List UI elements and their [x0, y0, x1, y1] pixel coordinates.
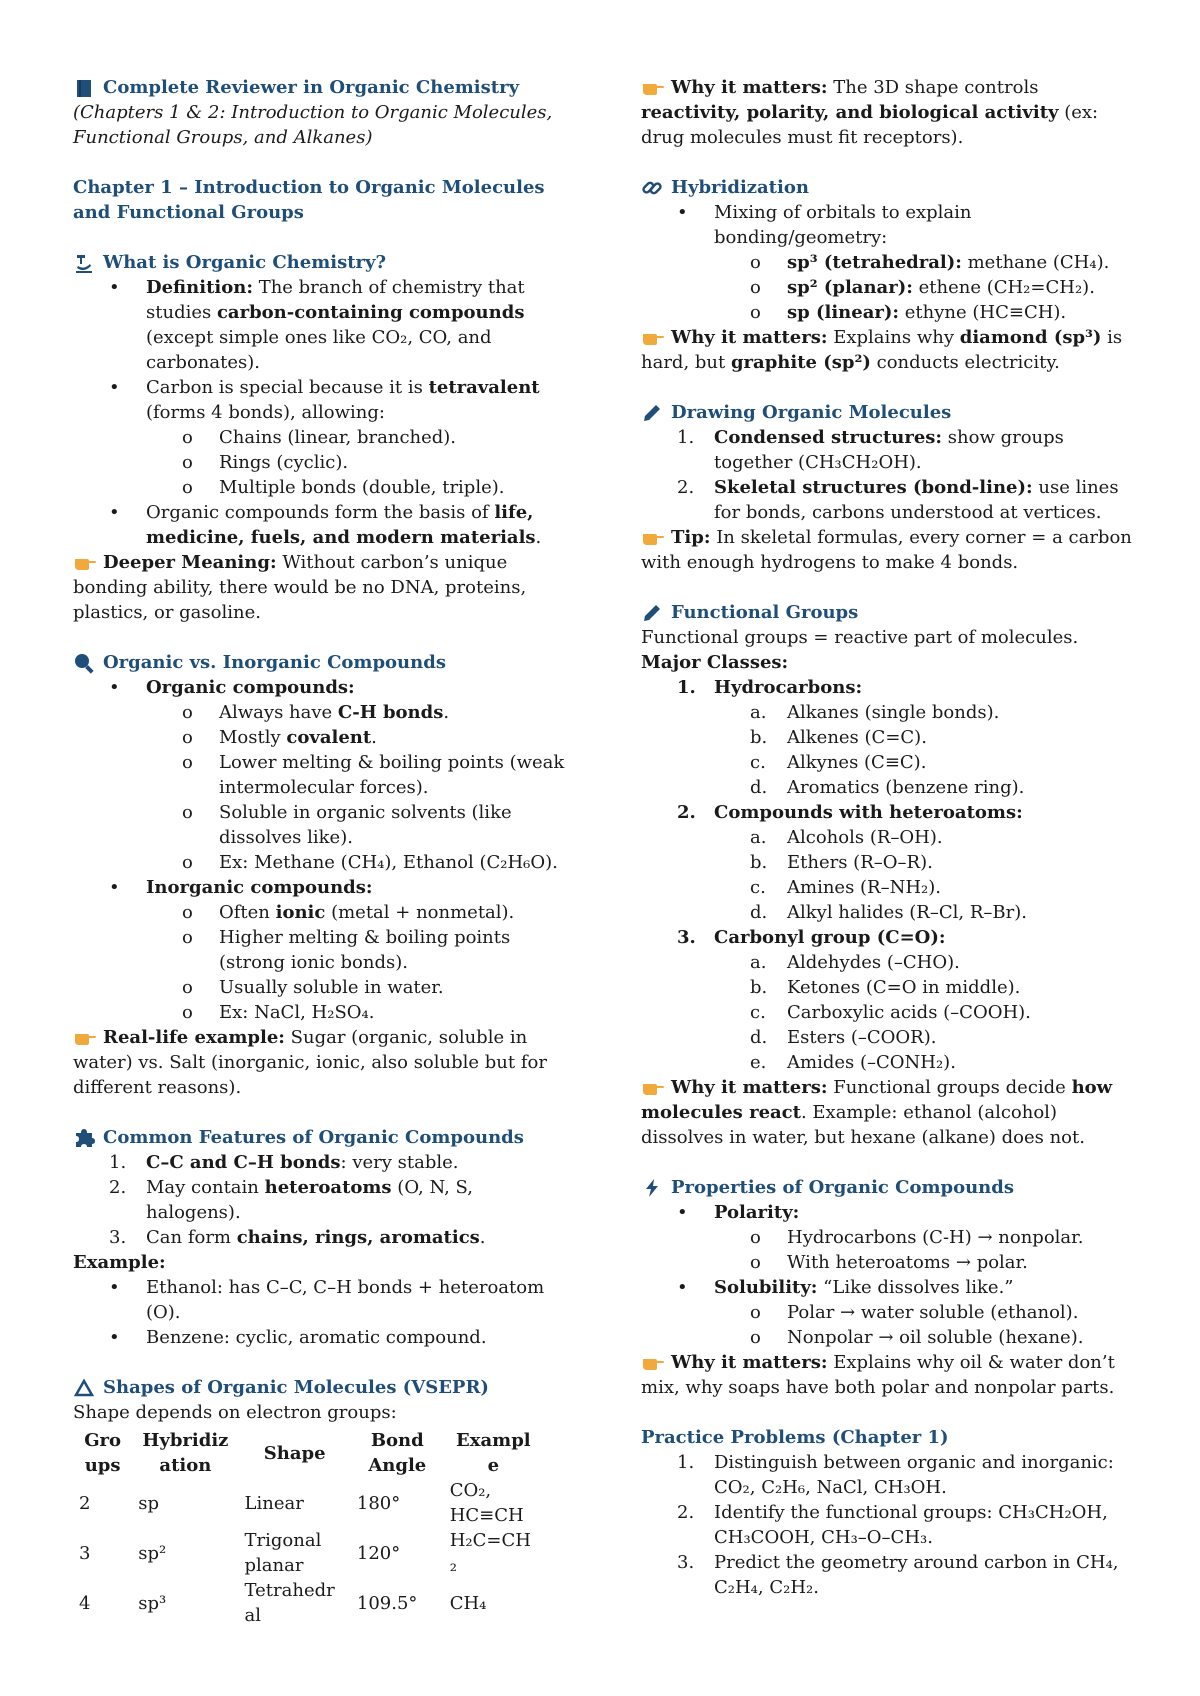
properties-list	[641, 1200, 1141, 1350]
pointing-hand-icon	[641, 1351, 665, 1371]
pencil-icon	[641, 402, 663, 424]
pointing-hand-icon	[73, 1026, 97, 1046]
section-heading-what-is: What is Organic Chemistry?	[73, 250, 573, 275]
list-item: a. Aldehydes (–CHO).	[750, 952, 960, 973]
list-item: 3. Carbonyl group (C=O):	[677, 927, 946, 948]
list-item: b. Ketones (C=O in middle).	[750, 977, 1021, 998]
pointing-hand-icon	[73, 551, 97, 571]
list-item: o sp (linear): ethyne (HC≡CH).	[750, 302, 1067, 323]
list-item: d. Aromatics (benzene ring).	[750, 777, 1025, 798]
functional-why-note: Why it matters: Functional groups decide how molecules react. Example: ethanol (alcohol) dissolves in water, but hexane (alkane) does not.	[641, 1077, 1113, 1148]
list-item: • Polarity:	[677, 1202, 800, 1223]
list-item: o Mostly covalent.	[182, 727, 377, 748]
list-item: • Solubility: “Like dissolves like.”	[677, 1277, 1014, 1298]
list-item: 1. Hydrocarbons:	[677, 677, 863, 698]
list-item: 1. C–C and C–H bonds: very stable.	[109, 1152, 459, 1173]
real-life-note: Real-life example: Sugar (organic, soluble in water) vs. Salt (inorganic, ionic, also soluble but for different reasons).	[73, 1027, 547, 1098]
list-item: d. Esters (–COOR).	[750, 1027, 937, 1048]
practice-heading: Practice Problems (Chapter 1)	[641, 1427, 949, 1448]
list-item: o Usually soluble in water.	[182, 977, 444, 998]
what-is-list	[73, 275, 573, 550]
org-vs-inorg-list	[73, 675, 573, 1025]
table-row	[73, 1478, 543, 1528]
section-heading-hybridization: Hybridization	[641, 175, 1141, 200]
pencil-icon	[641, 602, 663, 624]
list-item: o With heteroatoms → polar.	[750, 1252, 1028, 1273]
list-item: 2. May contain heteroatoms (O, N, S, halogens).	[109, 1177, 473, 1223]
link-icon	[641, 177, 663, 199]
list-item: • Carbon is special because it is tetravalent (forms 4 bonds), allowing:	[109, 377, 540, 423]
functional-classes-list	[641, 675, 1141, 1075]
lightning-icon	[641, 1177, 663, 1199]
list-item: 2. Skeletal structures (bond-line): use lines for bonds, carbons understood at vertices.	[677, 477, 1119, 523]
list-item: b. Alkenes (C=C).	[750, 727, 927, 748]
list-item: c. Carboxylic acids (–COOH).	[750, 1002, 1031, 1023]
hybridization-list	[641, 200, 1141, 325]
list-item: • Definition: The branch of chemistry that studies carbon-containing compounds (except simple ones like CO₂, CO, and carbonates).	[109, 277, 525, 373]
document-title: Complete Reviewer in Organic Chemistry	[73, 75, 573, 100]
column-header: Gro ups	[84, 1430, 122, 1476]
chapter-heading: Chapter 1 – Introduction to Organic Molecules and Functional Groups	[73, 177, 545, 223]
list-item: o Nonpolar → oil soluble (hexane).	[750, 1327, 1084, 1348]
list-item: • Organic compounds:	[109, 677, 355, 698]
table-cell: CH₄	[449, 1592, 487, 1614]
table-cell: Trigonal planar	[244, 1530, 322, 1576]
example-label: Example:	[73, 1252, 166, 1273]
common-features-list	[73, 1150, 573, 1250]
list-item: o Always have C-H bonds.	[182, 702, 450, 723]
major-classes-label: Major Classes:	[641, 652, 789, 673]
vsepr-table	[73, 1428, 543, 1628]
list-item: 1. Distinguish between organic and inorganic: CO₂, C₂H₆, NaCl, CH₃OH.	[677, 1452, 1114, 1498]
list-item: 2. Identify the functional groups: CH₃CH₂OH, CH₃COOH, CH₃–O–CH₃.	[677, 1502, 1108, 1548]
pointing-hand-icon	[641, 76, 665, 96]
document-subtitle: (Chapters 1 & 2: Introduction to Organic Molecules, Functional Groups, and Alkanes)	[73, 102, 553, 148]
list-item: o Ex: NaCl, H₂SO₄.	[182, 1002, 375, 1023]
list-item: o Hydrocarbons (C-H) → nonpolar.	[750, 1227, 1084, 1248]
table-cell: sp²	[138, 1542, 167, 1564]
table-cell: 3	[79, 1542, 91, 1564]
list-item: o Lower melting & boiling points (weak intermolecular forces).	[182, 752, 565, 798]
table-header-row	[73, 1428, 543, 1478]
pointing-hand-icon	[641, 526, 665, 546]
section-heading-shapes: Shapes of Organic Molecules (VSEPR)	[73, 1375, 573, 1400]
list-item: o Chains (linear, branched).	[182, 427, 457, 448]
properties-why-note: Why it matters: Explains why oil & water don’t mix, why soaps have both polar and nonpolar parts.	[641, 1352, 1115, 1398]
list-item: e. Amides (–CONH₂).	[750, 1052, 956, 1073]
table-row	[73, 1578, 543, 1628]
column-header: Shape	[263, 1442, 326, 1464]
why-3d-note: Why it matters: The 3D shape controls reactivity, polarity, and biological activity (ex: drug molecules must fit receptors).	[641, 77, 1099, 148]
list-item: • Ethanol: has C–C, C–H bonds + heteroatom (O).	[109, 1277, 545, 1323]
section-heading-drawing: Drawing Organic Molecules	[641, 400, 1141, 425]
section-heading-functional: Functional Groups	[641, 600, 1141, 625]
table-cell: sp	[138, 1492, 160, 1514]
column-header: Hybridiz ation	[142, 1430, 229, 1476]
list-item: o Polar → water soluble (ethanol).	[750, 1302, 1079, 1323]
table-cell: 109.5°	[356, 1592, 418, 1614]
list-item: o Often ionic (metal + nonmetal).	[182, 902, 515, 923]
hybridization-why-note: Why it matters: Explains why diamond (sp³) is hard, but graphite (sp²) conducts electricity.	[641, 327, 1123, 373]
list-item: o Multiple bonds (double, triple).	[182, 477, 505, 498]
table-cell: Tetrahedr al	[244, 1580, 335, 1626]
column-header: Bond Angle	[368, 1430, 427, 1476]
list-item: o sp³ (tetrahedral): methane (CH₄).	[750, 252, 1110, 273]
section-heading-org-vs-inorg: Organic vs. Inorganic Compounds	[73, 650, 573, 675]
list-item: • Mixing of orbitals to explain bonding/geometry:	[677, 202, 972, 248]
deeper-meaning-note: Deeper Meaning: Without carbon’s unique bonding ability, there would be no DNA, proteins, plastics, or gasoline.	[73, 552, 527, 623]
practice-list	[641, 1450, 1141, 1600]
list-item: a. Alkanes (single bonds).	[750, 702, 1000, 723]
magnifier-icon	[73, 652, 95, 674]
table-cell: 4	[79, 1592, 91, 1614]
shapes-intro: Shape depends on electron groups:	[73, 1402, 397, 1423]
left-column	[73, 75, 573, 1628]
table-row	[73, 1528, 543, 1578]
book-icon	[73, 77, 95, 99]
section-heading-common: Common Features of Organic Compounds	[73, 1125, 573, 1150]
drawing-list	[641, 425, 1141, 525]
list-item: o Soluble in organic solvents (like dissolves like).	[182, 802, 512, 848]
list-item: b. Ethers (R–O–R).	[750, 852, 933, 873]
list-item: 2. Compounds with heteroatoms:	[677, 802, 1023, 823]
list-item: 3. Predict the geometry around carbon in CH₄, C₂H₄, C₂H₂.	[677, 1552, 1119, 1598]
list-item: o Higher melting & boiling points (strong ionic bonds).	[182, 927, 511, 973]
pointing-hand-icon	[641, 326, 665, 346]
pointing-hand-icon	[641, 1076, 665, 1096]
functional-intro: Functional groups = reactive part of molecules.	[641, 627, 1079, 648]
column-header: Exampl e	[456, 1430, 531, 1476]
puzzle-icon	[73, 1127, 95, 1149]
section-heading-properties: Properties of Organic Compounds	[641, 1175, 1141, 1200]
list-item: • Benzene: cyclic, aromatic compound.	[109, 1327, 487, 1348]
list-item: c. Alkynes (C≡C).	[750, 752, 927, 773]
table-cell: H₂C=CH ₂	[449, 1530, 531, 1576]
list-item: a. Alcohols (R–OH).	[750, 827, 943, 848]
example-list	[73, 1275, 573, 1350]
microscope-icon	[73, 252, 95, 274]
list-item: o Rings (cyclic).	[182, 452, 349, 473]
list-item: 1. Condensed structures: show groups together (CH₃CH₂OH).	[677, 427, 1064, 473]
table-cell: Linear	[244, 1492, 304, 1514]
list-item: 3. Can form chains, rings, aromatics.	[109, 1227, 486, 1248]
table-cell: 120°	[356, 1542, 401, 1564]
table-cell: 2	[79, 1492, 91, 1514]
list-item: • Organic compounds form the basis of life, medicine, fuels, and modern materials.	[109, 502, 542, 548]
list-item: o sp² (planar): ethene (CH₂=CH₂).	[750, 277, 1095, 298]
right-column	[641, 75, 1141, 1600]
list-item: o Ex: Methane (CH₄), Ethanol (C₂H₆O).	[182, 852, 558, 873]
triangle-icon	[73, 1377, 95, 1399]
list-item: d. Alkyl halides (R–Cl, R–Br).	[750, 902, 1027, 923]
list-item: • Inorganic compounds:	[109, 877, 373, 898]
list-item: c. Amines (R–NH₂).	[750, 877, 942, 898]
table-cell: sp³	[138, 1592, 167, 1614]
table-cell: CO₂, HC≡CH	[449, 1480, 524, 1526]
tip-note: Tip: In skeletal formulas, every corner = a carbon with enough hydrogens to make 4 bonds.	[641, 527, 1132, 573]
table-cell: 180°	[356, 1492, 401, 1514]
